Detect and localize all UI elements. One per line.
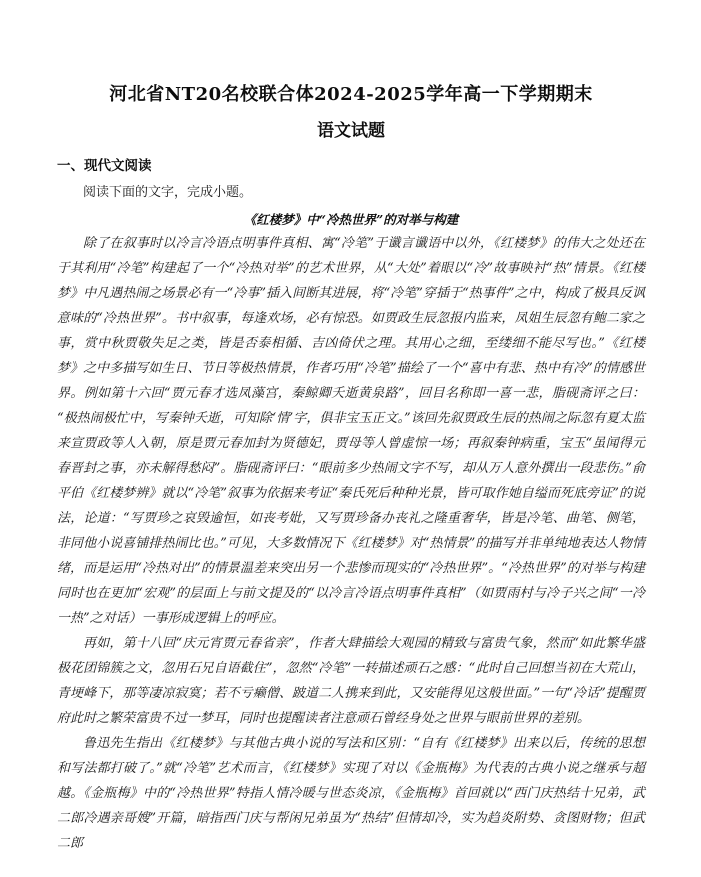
article-paragraph-2: 再如，第十八回“庆元宵贾元春省亲”，作者大肆描绘大观园的精致与富贵气象，然而“如此繁华盛极花团锦簇之文，忽用石兄自语截住”，忽然“冷笔”一转描述顽石之感：“此时自己回想当初在大荒山，青埂峰下，那等凄凉寂寞；若不亏癞僧、跛道二人携来到此，又安能得见这般世面。”一句“冷话”提醒贾府此时之繁荣富贵不过一梦耳，同时也提醒读者注意顽石曾经身处之世界与眼前世界的差别。 [57, 636, 645, 726]
article-body [57, 231, 645, 856]
reading-instruction: 阅读下面的文字，完成小题。 [83, 185, 253, 200]
article-paragraph-3: 鲁迅先生指出《红楼梦》与其他古典小说的写法和区别：“自有《红楼梦》出来以后，传统的思想和写法都打破了。”就“冷笔”艺术而言，《红楼梦》实现了对以《金瓶梅》为代表的古典小说之继承与超越。《金瓶梅》中的“冷热世界”特指人情冷暖与世态炎凉，《金瓶梅》首回就以“西门庆热结十兄弟，武二郎冷遇亲哥嫂”开篇，暗指西门庆与帮闲兄弟虽为“热结”但情却冷，实为趋炎附势、贪图财物；但武二郎 [57, 736, 645, 851]
doc-title: 河北省NT20名校联合体2024-2025学年高一下学期期末 [109, 84, 593, 105]
doc-subtitle: 语文试题 [317, 121, 385, 141]
article-title: 《红楼梦》中“冷热世界”的对举与构建 [243, 212, 459, 227]
section-heading-modern-reading: 一、现代文阅读 [57, 158, 152, 174]
article-paragraph-1: 除了在叙事时以冷言冷语点明事件真相、寓“冷笔”于谶言谶语中以外，《红楼梦》的伟大之处还在于其利用“冷笔”构建起了一个“冷热对举”的艺术世界，从“大处”着眼以“冷”故事映衬“热”情景。《红楼梦》中凡遇热闹之场景必有一“冷事”插入间断其进展，将“冷笔”穿插于“热事件”之中，构成了极具反讽意味的“冷热世界”。书中叙事，每逢欢场，必有惊恐。如贾政生辰忽报内监来，凤姐生辰忽有鲍二家之事，赏中秋贾敬失足之类，皆是否泰相循、吉凶倚伏之理。其用心之细，至缕细不能尽写也。”《红楼梦》之中多描写如生日、节日等极热情景，作者巧用“冷笔”描绘了一个“喜中有悲、热中有冷”的情感世界。例如第十六回“贾元春才选凤藻宫，秦鲸卿夭逝黄泉路”，回目名称即一喜一悲，脂砚斋评之曰：“极热闹极忙中，写秦钟夭逝，可知除‘情’字，俱非宝玉正文。”该回先叙贾政生辰的热闹之际忽有夏太监来宣贾政等人入朝，原是贾元春加封为贤德妃，贾母等人曾虚惊一场；再叙秦钟病重，宝玉“虽闻得元春晋封之事，亦未解得愁闷”。脂砚斋评曰：“眼前多少热闹文字不写，却从万人意外撰出一段悲伤。”俞平伯《红楼梦辨》就以“冷笔”叙事为依据来考证“秦氏死后种种光景，皆可取作她自缢而死底旁证”的说法，论道：“写贾珍之哀毁逾恒，如丧考妣，又写贾珍备办丧礼之隆重奢华，皆是冷笔、曲笔、侧笔，非同他小说喜铺排热闹比也。”可见，大多数情况下《红楼梦》对“热情景”的描写并非单纯地表达人物情绪，而是运用“冷热对出”的情景温差来突出另一个悲惨而现实的“冷热世界”。“冷热世界”的对举与构建同时也在更加“宏观”的层面上与前文提及的“以冷言冷语点明事件真相”（如贾雨村与冷子兴之间“一冷一热”之对话）一事形成逻辑上的呼应。 [57, 236, 645, 626]
